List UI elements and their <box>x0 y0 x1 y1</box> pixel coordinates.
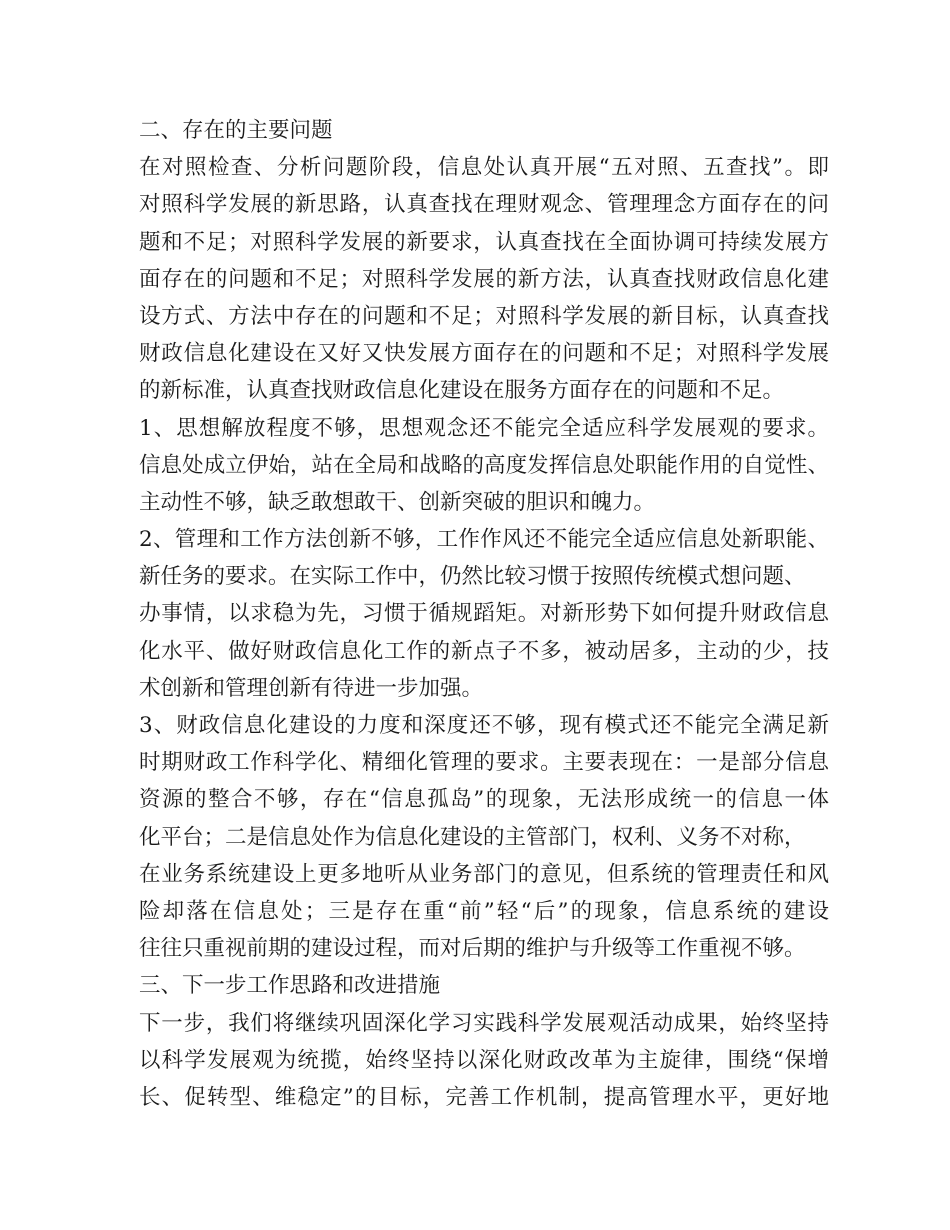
paragraph-line: 险却落在信息处；三是存在重“前”轻“后”的现象，信息系统的建设 <box>139 898 829 924</box>
paragraph-line: 设方式、方法中存在的问题和不足；对照科学发展的新目标，认真查找 <box>139 303 829 329</box>
paragraph-line: 化水平、做好财政信息化工作的新点子不多，被动居多，主动的少，技 <box>139 638 829 664</box>
paragraph-line: 的新标准，认真查找财政信息化建设在服务方面存在的问题和不足。 <box>139 378 785 404</box>
section-heading-next-steps: 三、下一步工作思路和改进措施 <box>139 973 441 999</box>
paragraph-line: 下一步，我们将继续巩固深化学习实践科学发展观活动成果，始终坚持 <box>139 1010 829 1036</box>
paragraph-line: 往往只重视前期的建设过程，而对后期的维护与升级等工作重视不够。 <box>139 936 806 962</box>
paragraph-line: 术创新和管理创新有待进一步加强。 <box>139 675 484 701</box>
paragraph-line: 时期财政工作科学化、精细化管理的要求。主要表现在：一是部分信息 <box>139 750 829 776</box>
paragraph-line: 信息处成立伊始，站在全局和战略的高度发挥信息处职能作用的自觉性、 <box>139 452 829 478</box>
paragraph-line: 对照科学发展的新思路，认真查找在理财观念、管理理念方面存在的问 <box>139 192 829 218</box>
paragraph-line: 题和不足；对照科学发展的新要求，认真查找在全面协调可持续发展方 <box>139 229 829 255</box>
paragraph-line: 在对照检查、分析问题阶段，信息处认真开展“五对照、五查找”。即 <box>139 155 829 181</box>
document-body <box>139 112 829 1116</box>
paragraph-line: 新任务的要求。在实际工作中，仍然比较习惯于按照传统模式想问题、 <box>139 564 806 590</box>
list-item-heading-1: 1、思想解放程度不够，思想观念还不能完全适应科学发展观的要求。 <box>139 415 829 441</box>
paragraph-line: 在业务系统建设上更多地听从业务部门的意见，但系统的管理责任和风 <box>139 861 829 887</box>
paragraph-line: 以科学发展观为统揽，始终坚持以深化财政改革为主旋律，围绕“保增 <box>139 1047 829 1073</box>
list-item-heading-2: 2、管理和工作方法创新不够，工作作风还不能完全适应信息处新职能、 <box>139 527 829 553</box>
paragraph-line: 资源的整合不够，存在“信息孤岛”的现象，无法形成统一的信息一体 <box>139 787 829 813</box>
paragraph-line: 主动性不够，缺乏敢想敢干、创新突破的胆识和魄力。 <box>139 489 656 515</box>
paragraph-line: 化平台；二是信息处作为信息化建设的主管部门，权利、义务不对称， <box>139 824 806 850</box>
section-heading-problems: 二、存在的主要问题 <box>139 118 333 143</box>
paragraph-line: 面存在的问题和不足；对照科学发展的新方法，认真查找财政信息化建 <box>139 266 829 292</box>
paragraph-line: 长、促转型、维稳定”的目标，完善工作机制，提高管理水平，更好地 <box>139 1084 829 1110</box>
paragraph-line: 财政信息化建设在又好又快发展方面存在的问题和不足；对照科学发展 <box>139 341 829 367</box>
paragraph-line: 办事情，以求稳为先，习惯于循规蹈矩。对新形势下如何提升财政信息 <box>139 601 829 627</box>
list-item-heading-3: 3、财政信息化建设的力度和深度还不够，现有模式还不能完全满足新 <box>139 713 829 738</box>
